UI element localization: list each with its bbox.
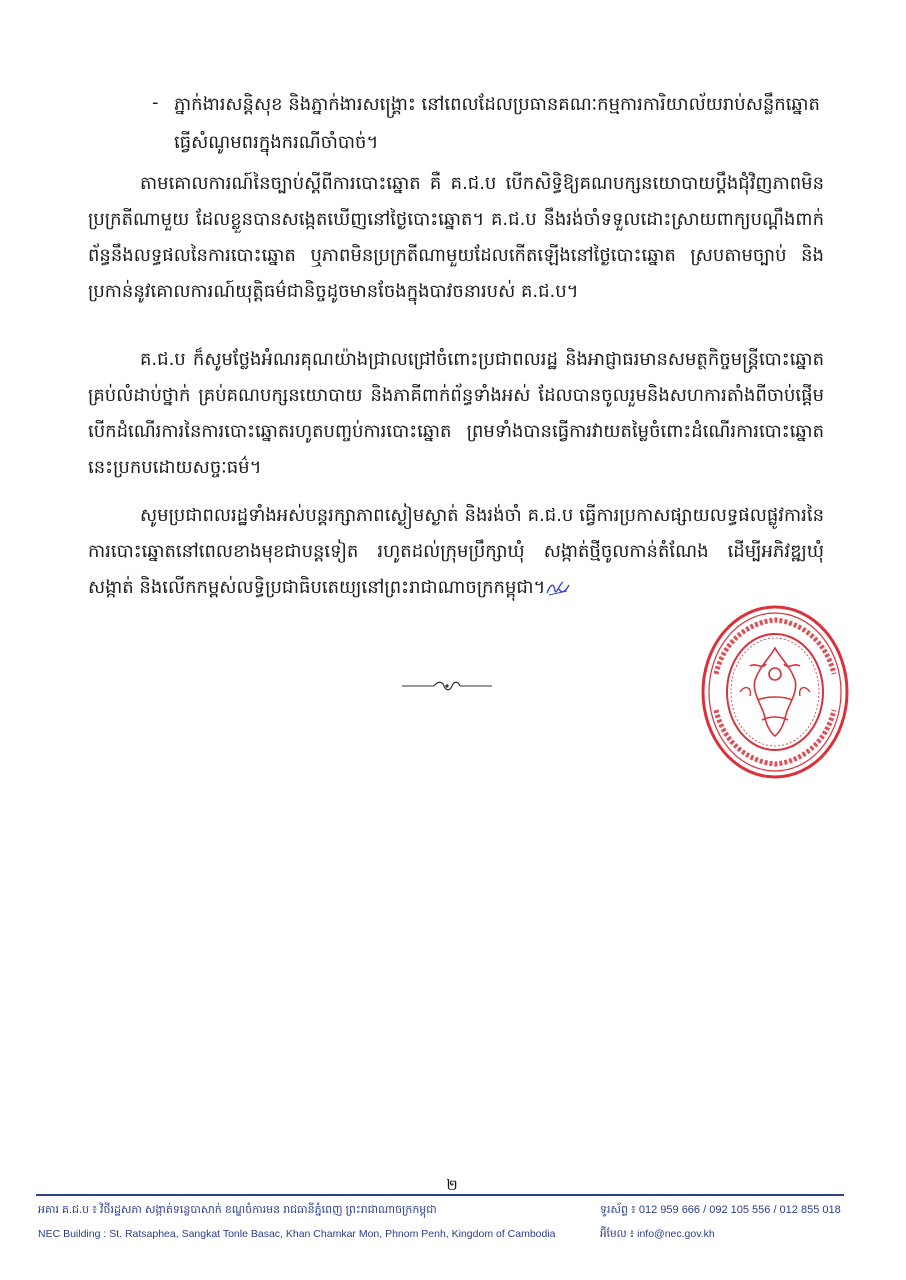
official-seal <box>700 604 850 780</box>
paragraph-complaints: តាមគោលការណ៍នៃច្បាប់ស្តីពីការបោះឆ្នោត គឺ គ.ជ.ប បើកសិទ្ធិឱ្យគណបក្សនយោបាយប្តឹងជុំវិញភាពមិនប្រក្រតីណាមួយ ដែលខ្លួនបានសង្កេតឃើញនៅថ្ងៃបោះឆ្នោត។ គ.ជ.ប នឹងរង់ចាំទទួលដោះស្រាយពាក្យបណ្តឹងពាក់ព័ន្ធនឹងលទ្ធផលនៃការបោះឆ្នោត ឬភាពមិនប្រក្រតីណាមួយដែលកើតឡើងនៅថ្ងៃបោះឆ្នោត ស្របតាមច្បាប់ និងប្រកាន់នូវគោលការណ៍យុត្តិធម៌ជានិច្ចដូចមានចែងក្នុងបាវចនារបស់ គ.ជ.ប។ <box>88 173 824 302</box>
ornamental-divider-icon <box>402 678 492 694</box>
footer-address-km: អគារ គ.ជ.ប ៖ វិថីរដ្ឋសភា សង្កាត់ទន្លេបាសាក់ ខណ្ឌចំការមន រាជធានីភ្នំពេញ ព្រះរាជាណាចក្រកម្ពុជា <box>38 1204 437 1216</box>
paragraph-appeal <box>88 498 824 606</box>
footer-email: អ៊ីមែល ៖ info@nec.gov.kh <box>600 1228 715 1240</box>
footer-phone: ទូរស័ព្ទ ៖ 012 959 666 / 092 105 556 / 012 855 018 <box>600 1204 841 1216</box>
paragraph-appeal-text: សូមប្រជាពលរដ្ឋទាំងអស់បន្តរក្សាភាពស្ងៀមស្ងាត់ និងរង់ចាំ គ.ជ.ប ធ្វើការប្រកាសផ្សាយលទ្ធផលផ្លូវការនៃការបោះឆ្នោតនៅពេលខាងមុខជាបន្តទៀត រហូតដល់ក្រុមប្រឹក្សាឃុំ សង្កាត់ថ្មីចូលកាន់តំណែង ដើម្បីអភិវឌ្ឍឃុំ សង្កាត់ និងលើកកម្ពស់លទ្ធិប្រជាធិបតេយ្យនៅព្រះរាជាណាចក្រកម្ពុជា។ <box>88 505 824 598</box>
bullet-marker: - <box>152 92 159 113</box>
footer-address <box>38 1202 598 1242</box>
footer-address-en: NEC Building : St. Ratsaphea, Sangkat Tonle Basac, Khan Chamkar Mon, Phnom Penh, Kingdom of Cambodia <box>38 1228 556 1240</box>
bullet-text: ភ្នាក់ងារសន្តិសុខ និងភ្នាក់ងារសង្គ្រោះ នៅពេលដែលប្រធានគណៈកម្មការការិយាល័យរាប់សន្លឹកឆ្នោត ធ្វើសំណូមពរក្នុងករណីចាំបាច់។ <box>174 94 820 153</box>
footer-contact <box>600 1202 870 1242</box>
page-number: ២ <box>446 1176 458 1194</box>
footer-rule <box>36 1194 844 1196</box>
handwritten-initial-icon <box>545 579 571 597</box>
paragraph-thanks: គ.ជ.ប ក៏សូមថ្លែងអំណរគុណយ៉ាងជ្រាលជ្រៅចំពោះប្រជាពលរដ្ឋ និងអាជ្ញាធរមានសមត្ថកិច្ចមន្ត្រីបោះឆ្នោតគ្រប់លំដាប់ថ្នាក់ គ្រប់គណបក្សនយោបាយ និងភាគីពាក់ព័ន្ធទាំងអស់ ដែលបានចូលរួមនិងសហការតាំងពីចាប់ផ្តើមបើកដំណើរការនៃការបោះឆ្នោតរហូតបញ្ចប់ការបោះឆ្នោត ព្រមទាំងបានធ្វើការវាយតម្លៃចំពោះដំណើរការបោះឆ្នោតនេះប្រកបដោយសច្ចៈធម៌។ <box>88 349 824 478</box>
